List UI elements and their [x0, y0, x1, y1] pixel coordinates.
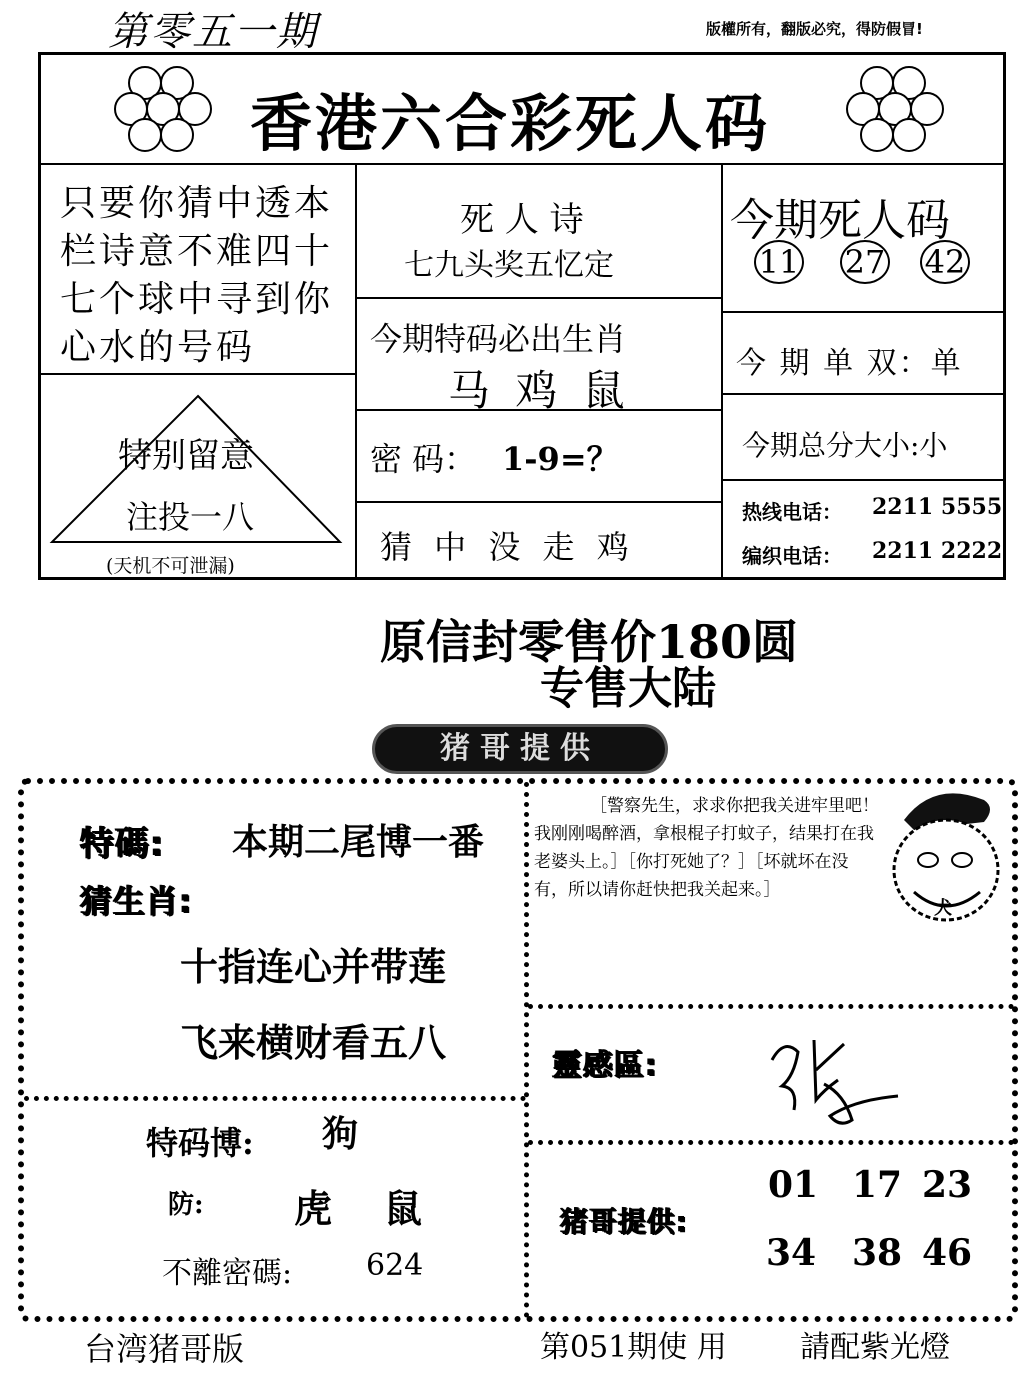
dead-code-ball: 11 [754, 240, 804, 284]
issue-title: 第零五一期 [108, 9, 318, 55]
price-line2: 专售大陆 [540, 663, 716, 714]
poem-line: 七九头奖五忆定 [404, 248, 614, 283]
inspiration-label: 靈感區: [552, 1048, 658, 1083]
copyright-notice: 版權所有，翻版必究，得防假冒! [706, 20, 923, 38]
code-value: 1-9=？ [502, 440, 619, 478]
ball-cluster-left-icon [110, 66, 230, 158]
provider-number: 23 [922, 1164, 973, 1206]
dead-codes-title: 今期死人码 [730, 195, 950, 246]
left-poem-line: 只要你猜中透本 [60, 183, 334, 224]
triangle-note: (天机不可泄漏) [106, 555, 235, 577]
editor-value: 2211 2222 [872, 538, 1003, 564]
svg-text:犬: 犬 [934, 898, 952, 919]
main-title: 香港六合彩死人码 [250, 87, 771, 160]
odd-even: 今 期 单 双：单 [736, 346, 963, 381]
guess-text: 猜 中 没 走 鸡 [380, 528, 635, 566]
poem-title: 死 人 诗 [460, 200, 584, 240]
hotline-value: 2211 5555 [872, 494, 1003, 520]
special-bet-label: 特码博: [146, 1124, 254, 1162]
provider-number: 38 [852, 1232, 903, 1274]
provider-label: 猪哥提供: [560, 1205, 689, 1238]
special-value: 本期二尾博一番 [232, 821, 485, 863]
guard-value: 虎 [294, 1186, 333, 1231]
handwriting-scribble-icon [764, 1030, 914, 1134]
edition-label: 台湾猪哥版 [84, 1330, 245, 1368]
joke-text: ［警察先生，求求你把我关进牢里吧！我刚刚喝醉酒，拿根棍子打蚊子，结果打在我老婆头上。］［你打死她了？］［坏就坏在没有，所以请你赶快把我关起来。］ [534, 796, 879, 900]
zodiac-label: 今期特码必出生肖 [370, 320, 627, 358]
provider-number: 46 [922, 1232, 973, 1274]
zodiac-animals: 马 鸡 鼠 [448, 366, 631, 415]
dead-code-ball: 42 [920, 240, 970, 284]
provider-number: 17 [852, 1164, 903, 1206]
banner-text: 猪哥提供 [440, 731, 600, 766]
special-bet-value: 狗 [322, 1113, 359, 1155]
uv-light-label: 請配紫光燈 [800, 1330, 950, 1365]
guard-label: 防: [168, 1190, 204, 1220]
verse-2: 飞来横财看五八 [180, 1020, 447, 1065]
special-label: 特碼: [80, 824, 165, 864]
left-poem [60, 180, 333, 372]
left-poem-line: 栏诗意不难四十 [60, 231, 334, 272]
left-poem-line: 七个球中寻到你 [60, 279, 334, 320]
secret-value: 624 [366, 1248, 424, 1283]
total-size: 今期总分大小:小 [742, 429, 948, 462]
zodiac-guess-label: 猜生肖: [80, 882, 193, 920]
code-label: 密 码： [370, 440, 477, 478]
usage-label: 第051期使 用 [540, 1330, 727, 1365]
triangle-line1: 特别留意 [118, 436, 254, 476]
cartoon-face-icon [884, 780, 1008, 932]
secret-label: 不離密碼: [162, 1256, 293, 1291]
price-line1: 原信封零售价180圆 [380, 615, 799, 669]
dead-code-ball: 27 [840, 240, 890, 284]
provider-number: 01 [768, 1164, 819, 1206]
guard-value: 鼠 [384, 1186, 423, 1231]
provider-number: 34 [766, 1232, 817, 1274]
banner [372, 724, 668, 774]
triangle-line2: 注投一八 [126, 498, 255, 536]
editor-label: 编织电话： [742, 544, 842, 568]
left-poem-line: 心水的号码 [60, 327, 256, 368]
hotline-label: 热线电话： [742, 500, 842, 524]
verse-1: 十指连心并带莲 [180, 944, 447, 989]
ball-cluster-right-icon [842, 66, 962, 158]
